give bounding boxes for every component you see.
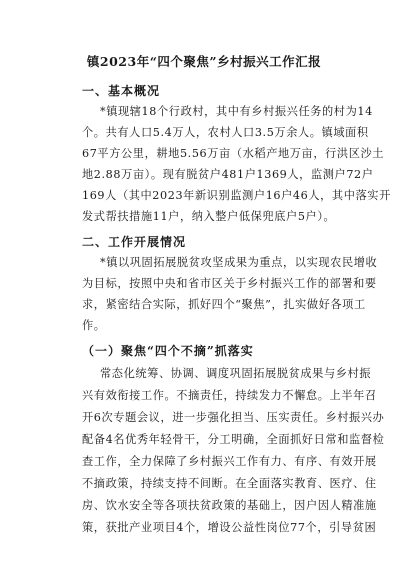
paragraph-line: 67平方公里，耕地5.56万亩（水稻产地万亩，行洪区沙土	[82, 147, 385, 160]
paragraph-line: 作。	[82, 319, 106, 332]
paragraph-line: 为目标，按照中央和省市区关于乡村振兴工作的部署和要	[82, 277, 377, 290]
paragraph-line: 不摘政策，持续支持不间断。在全面落实教育、医疗、住	[82, 477, 377, 490]
paragraph-line: 地2.88万亩）。现有脱贫户481户1369人，监测户72户	[82, 168, 374, 181]
section-heading-basic-overview: 一、基本概况	[82, 84, 161, 98]
paragraph-line: 配备4名优秀年轻骨干，分工明确，全面抓好日常和监督检	[82, 433, 385, 446]
paragraph-line: 兴有效衔接工作。不摘责任，持续发力不懈怠。上半年召	[82, 389, 377, 402]
paragraph-line: 查工作，全力保障了乡村振兴工作有力、有序、有效开展	[82, 455, 377, 468]
paragraph-line: 求，紧密结合实际，抓好四个“聚焦”，扎实做好各项工	[82, 298, 366, 311]
paragraph-line: 开6次专题会议，进一步强化担当、压实责任。乡村振兴办	[82, 411, 385, 424]
paragraph-line: 房、饮水安全等各项扶贫政策的基础上，因户因人精准施	[82, 499, 377, 512]
paragraph-line: *镇以巩固拓展脱贫攻坚成果为重点，以实现农民增收	[100, 256, 378, 269]
document-title: 镇2023年“四个聚焦”乡村振兴工作汇报	[86, 54, 322, 69]
paragraph-line: 常态化统筹、协调、调度巩固拓展脱贫成果与乡村振	[100, 367, 372, 380]
paragraph-line: 策，获批产业项目4个，增设公益性岗位77个，引导贫困	[82, 521, 377, 534]
paragraph-line: 个。共有人口5.4万人，农村人口3.5万余人。镇域面积	[82, 126, 369, 139]
paragraph-line: *镇现辖18个行政村，其中有乡村振兴任务的村为14	[100, 105, 373, 118]
paragraph-line: 169人（其中2023年新识别监测户16户46人，其中落实开	[82, 189, 391, 202]
subsection-heading-four-no-removal: （一）聚焦“四个不摘”抓落实	[82, 344, 254, 358]
paragraph-line: 发式帮扶措施11户，纳入整户低保兜底户5户）。	[82, 210, 336, 223]
section-heading-work-progress: 二、工作开展情况	[82, 235, 187, 249]
